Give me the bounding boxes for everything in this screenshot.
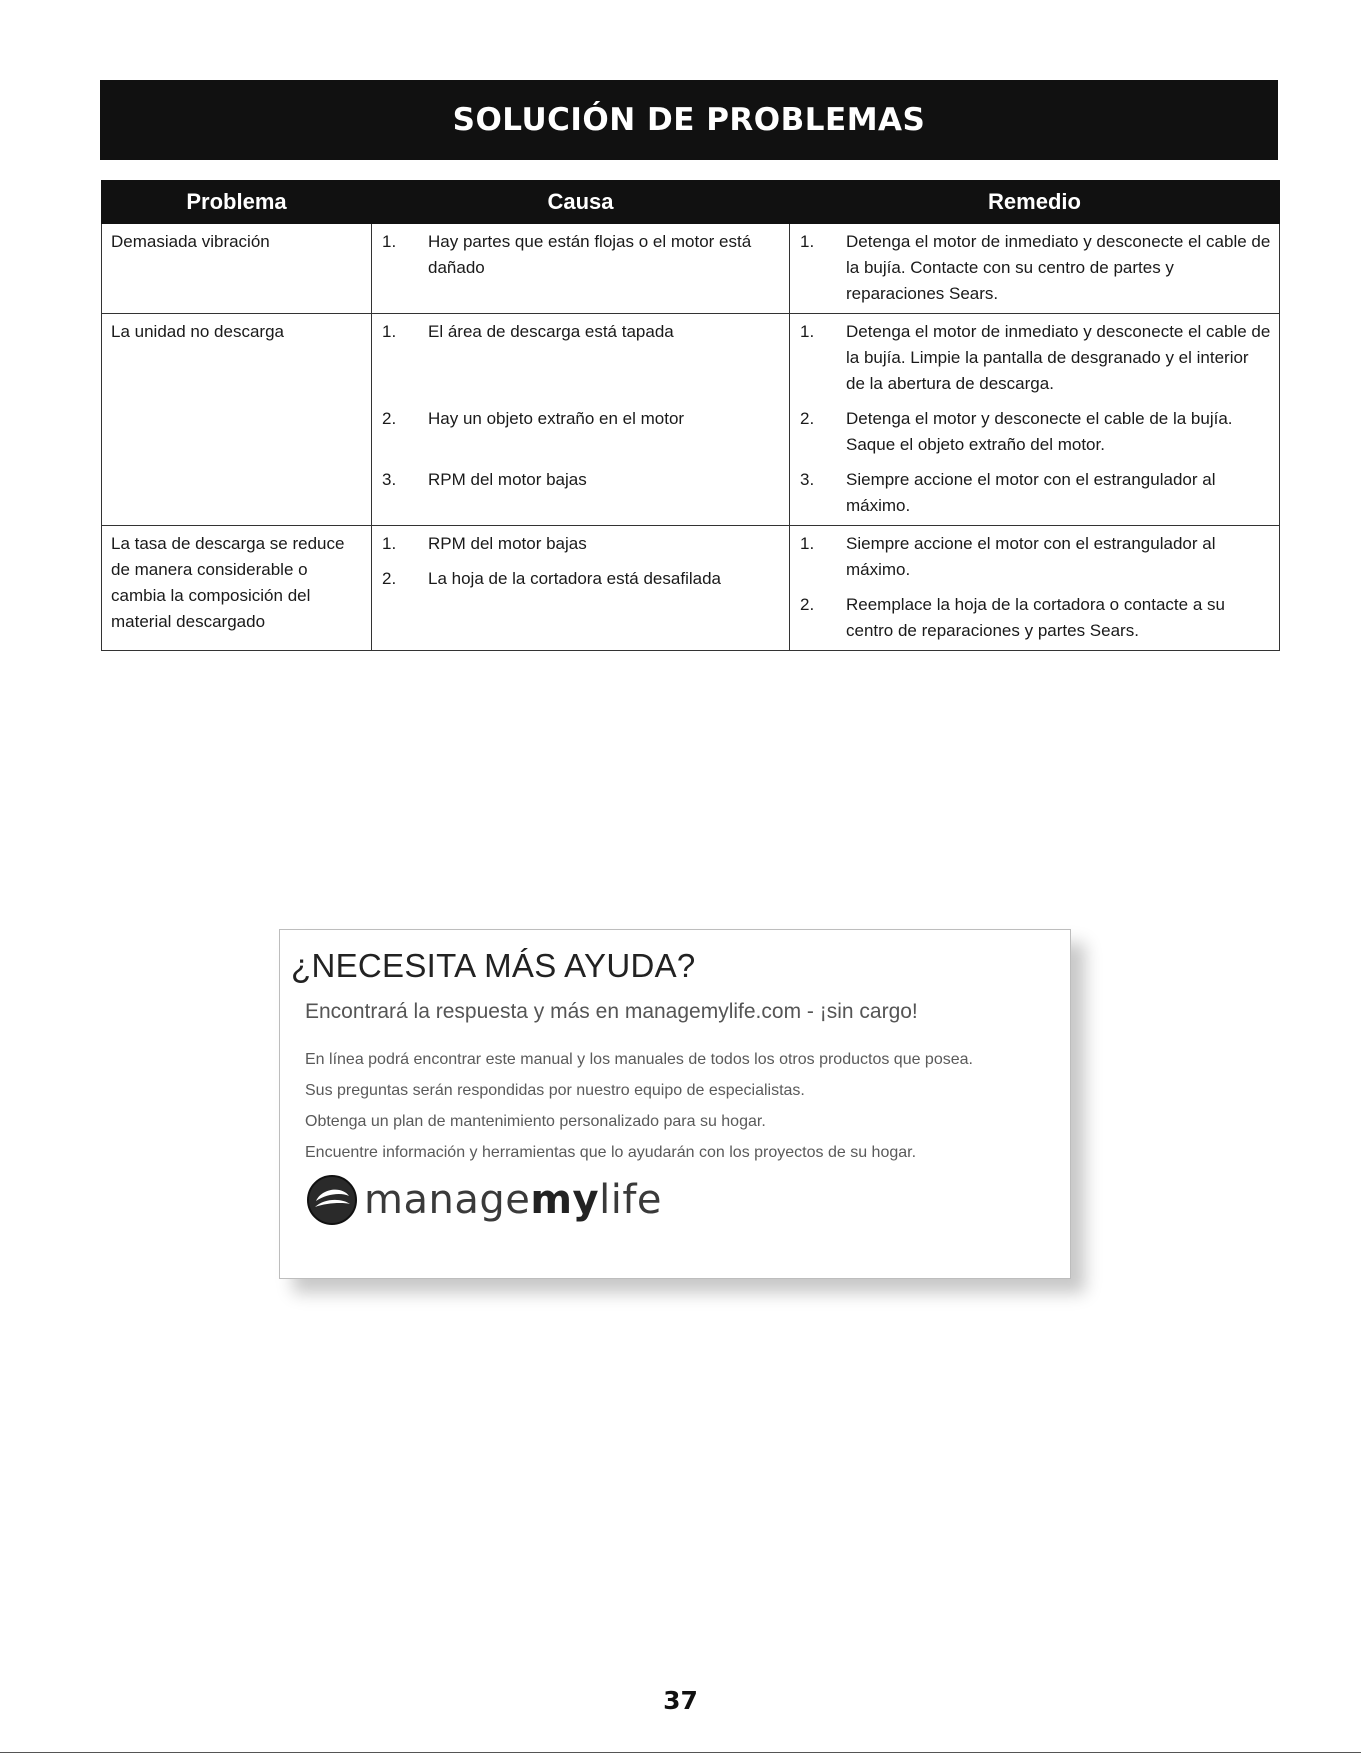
remedy-item bbox=[800, 467, 1271, 519]
problem-text: Demasiada vibración bbox=[111, 232, 270, 251]
item-text: Hay un objeto extraño en el motor bbox=[428, 409, 685, 428]
remedy-item bbox=[800, 319, 1271, 397]
managemylife-logo-icon bbox=[306, 1174, 358, 1226]
cause-item bbox=[382, 531, 781, 557]
problem-cell bbox=[102, 314, 372, 526]
item-number: 1. bbox=[800, 232, 815, 251]
problem-text: La tasa de descarga se reduce de manera considerable o cambia la composición del material descargado bbox=[111, 534, 345, 631]
cause-item bbox=[382, 319, 781, 397]
item-number: 1. bbox=[800, 534, 815, 553]
cause-cell bbox=[372, 224, 790, 314]
page-number: 37 bbox=[663, 1686, 698, 1715]
cause-item bbox=[382, 229, 781, 281]
item-number: 1. bbox=[382, 534, 397, 553]
item-text: Detenga el motor de inmediato y desconecte el cable de la bujía. Contacte con su centro de partes y reparaciones Sears. bbox=[846, 232, 1271, 303]
table-row bbox=[102, 314, 1280, 526]
cause-cell bbox=[372, 526, 790, 651]
remedy-item bbox=[800, 406, 1271, 458]
item-number: 2. bbox=[382, 409, 397, 428]
managemylife-logo bbox=[306, 1174, 662, 1226]
item-text: Detenga el motor de inmediato y desconecte el cable de la bujía. Limpie la pantalla de desgranado y el interior de la abertura de descarga. bbox=[846, 322, 1271, 393]
help-line: Sus preguntas serán respondidas por nuestro equipo de especialistas. bbox=[305, 1082, 805, 1099]
item-number: 2. bbox=[800, 409, 815, 428]
item-number: 1. bbox=[382, 232, 397, 251]
help-line: Obtenga un plan de mantenimiento personalizado para su hogar. bbox=[305, 1113, 766, 1130]
item-text: Hay partes que están flojas o el motor está dañado bbox=[428, 232, 752, 277]
remedy-cell bbox=[790, 224, 1280, 314]
remedy-cell bbox=[790, 526, 1280, 651]
logo-text-manage: manage bbox=[364, 1177, 531, 1223]
remedy-item bbox=[800, 531, 1271, 583]
bottom-rule bbox=[0, 1752, 1361, 1753]
remedy-item bbox=[800, 592, 1271, 644]
problem-text: La unidad no descarga bbox=[111, 322, 284, 341]
item-number: 2. bbox=[800, 595, 815, 614]
header-cause: Causa bbox=[372, 181, 790, 224]
item-number: 1. bbox=[382, 322, 397, 341]
remedy-cell bbox=[790, 314, 1280, 526]
table-row bbox=[102, 224, 1280, 314]
item-text: Reemplace la hoja de la cortadora o contacte a su centro de reparaciones y partes Sears. bbox=[846, 595, 1225, 640]
item-text: Siempre accione el motor con el estrangulador al máximo. bbox=[846, 534, 1216, 579]
cause-cell bbox=[372, 314, 790, 526]
item-text: La hoja de la cortadora está desafilada bbox=[428, 569, 721, 588]
item-text: Siempre accione el motor con el estrangulador al máximo. bbox=[846, 470, 1216, 515]
item-number: 1. bbox=[800, 322, 815, 341]
help-line: En línea podrá encontrar este manual y los manuales de todos los otros productos que posea. bbox=[305, 1051, 973, 1068]
logo-text-life: life bbox=[599, 1177, 663, 1223]
cause-item bbox=[382, 406, 781, 458]
header-problem: Problema bbox=[102, 181, 372, 224]
logo-text-my: my bbox=[530, 1177, 600, 1223]
help-title: ¿NECESITA MÁS AYUDA? bbox=[291, 947, 696, 984]
item-text: RPM del motor bajas bbox=[428, 534, 587, 553]
item-text: RPM del motor bajas bbox=[428, 470, 587, 489]
table-row bbox=[102, 526, 1280, 651]
help-line: Encuentre información y herramientas que lo ayudarán con los proyectos de su hogar. bbox=[305, 1144, 917, 1161]
help-box bbox=[279, 929, 1071, 1279]
problem-cell bbox=[102, 224, 372, 314]
cause-item bbox=[382, 566, 781, 592]
troubleshooting-table bbox=[101, 180, 1280, 651]
item-number: 3. bbox=[382, 470, 397, 489]
cause-item bbox=[382, 467, 781, 493]
logo-text bbox=[364, 1177, 662, 1223]
table-header-row bbox=[102, 181, 1280, 224]
item-text: Detenga el motor y desconecte el cable de la bujía. Saque el objeto extraño del motor. bbox=[846, 409, 1233, 454]
remedy-item bbox=[800, 229, 1271, 307]
help-subtitle: Encontrará la respuesta y más en managemylife.com - ¡sin cargo! bbox=[305, 1000, 918, 1023]
help-list bbox=[305, 1044, 973, 1168]
item-text: El área de descarga está tapada bbox=[428, 322, 674, 341]
item-number: 2. bbox=[382, 569, 397, 588]
page-title: SOLUCIÓN DE PROBLEMAS bbox=[100, 80, 1278, 160]
header-remedy: Remedio bbox=[790, 181, 1280, 224]
item-number: 3. bbox=[800, 470, 815, 489]
problem-cell bbox=[102, 526, 372, 651]
